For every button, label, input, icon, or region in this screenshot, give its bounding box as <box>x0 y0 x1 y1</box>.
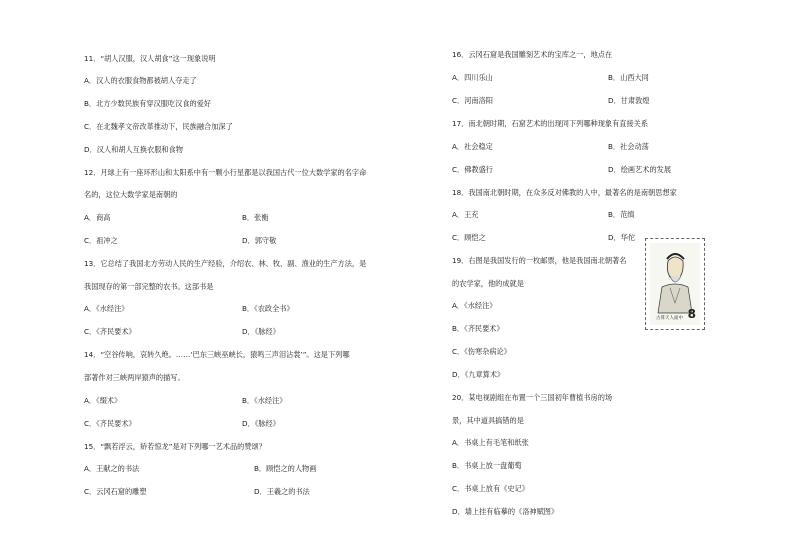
q20-stem-line1: 20．某电视剧组在布置一个三国初年曹植书房的场 <box>452 393 613 402</box>
q18-option-c: C．顾恺之 <box>452 233 486 242</box>
q18-option-b: B．范缜 <box>608 210 635 219</box>
q19-option-d: D．《九章算术》 <box>452 370 505 379</box>
q12-option-b: B．张衡 <box>242 213 269 222</box>
q20-option-a: A．书桌上有毛笔和纸张 <box>452 438 529 447</box>
q15-option-c: C．云冈石窟的雕塑 <box>84 487 147 496</box>
q15-option-a: A．王献之的书法 <box>84 464 140 473</box>
q18-stem: 18．我国南北朝时期，在众多反对佛教的人中，最著名的是南朝思想家 <box>452 188 677 197</box>
q11-option-c: C．在北魏孝文帝改革推动下，民族融合加深了 <box>84 122 233 131</box>
q13-option-d: D．《脉经》 <box>242 327 280 336</box>
q15-option-d: D．王羲之的书法 <box>254 487 310 496</box>
q11-option-a: A．汉人的衣服食物都被胡人夺走了 <box>84 76 197 85</box>
q17-option-c: C．佛教盛行 <box>452 165 493 174</box>
q14-option-a: A．《缀术》 <box>84 396 122 405</box>
q17-option-b: B．社会动荡 <box>608 142 649 151</box>
q14-stem-line1: 14．“空谷传响，哀转久绝。……‘巴东三峡巫峡长，猿鸣三声泪沾裳’”。这是下列哪 <box>84 350 350 359</box>
q16-stem: 16．云冈石窟是我国雕刻艺术的宝库之一，地点在 <box>452 50 613 59</box>
stamp-caption: 古算天人面中 <box>656 316 683 321</box>
q14-option-c: C．《齐民要术》 <box>84 419 136 428</box>
left-column <box>84 0 444 543</box>
q14-option-b: B．《水经注》 <box>242 396 287 405</box>
q12-option-d: D．郭守敬 <box>242 236 277 245</box>
q13-option-a: A．《水经注》 <box>84 304 129 313</box>
q19-option-b: B．《齐民要术》 <box>452 324 504 333</box>
q15-stem: 15．“飘若浮云，矫若惊龙”是对下列哪一艺术品的赞颂？ <box>84 442 266 451</box>
q13-stem-line1: 13．它总结了我国北方劳动人民的生产经验，介绍农、林、牧、副、渔业的生产方法，是 <box>84 259 367 268</box>
q18-option-a: A．王充 <box>452 210 479 219</box>
stamp-image <box>645 238 705 330</box>
q17-stem: 17．南北朝时期，石窟艺术的出现同下列哪种现象有直接关系 <box>452 119 649 128</box>
q19-stem-line2: 的农学家，他的成就是 <box>452 279 524 288</box>
q16-option-a: A．四川乐山 <box>452 73 493 82</box>
q12-option-a: A．商高 <box>84 213 111 222</box>
q20-option-c: C．书桌上放有《史记》 <box>452 484 529 493</box>
q11-stem: 11．“胡人汉服，汉人胡食”这一现象说明 <box>84 54 216 63</box>
q16-option-c: C．河南洛阳 <box>452 96 493 105</box>
q12-stem-line2: 名的，这位大数学家是南朝的 <box>84 190 178 199</box>
q19-option-c: C．《伤寒杂病论》 <box>452 347 511 356</box>
q13-option-c: C．《齐民要术》 <box>84 327 136 336</box>
q13-option-b: B．《农政全书》 <box>242 304 294 313</box>
q19-stem-line1: 19．右图是我国发行的一枚邮票，他是我国南北朝著名 <box>452 256 627 265</box>
q11-option-d: D．汉人和胡人互换衣服和食物 <box>84 145 183 154</box>
q20-option-d: D．墙上挂有临摹的《洛神赋图》 <box>452 507 559 516</box>
right-column <box>452 0 794 543</box>
q12-stem-line1: 12．月球上有一座环形山和太阳系中有一颗小行星都是以我国古代一位大数学家的名字命 <box>84 168 367 177</box>
q18-option-d: D．华佗 <box>608 233 636 242</box>
stamp-portrait <box>650 243 700 325</box>
q11-option-b: B．北方少数民族有穿汉服吃汉食的爱好 <box>84 99 212 108</box>
q20-stem-line2: 景，其中道具搞错的是 <box>452 416 524 425</box>
q13-stem-line2: 我国现存的第一部完整的农书。这部书是 <box>84 282 214 291</box>
q15-option-b: B．顾恺之的人物画 <box>254 464 317 473</box>
q16-option-d: D．甘肃敦煌 <box>608 96 650 105</box>
q14-stem-line2: 部著作对三峡两岸猿声的描写。 <box>84 373 185 382</box>
q14-option-d: D．《脉经》 <box>242 419 280 428</box>
q16-option-b: B．山西大同 <box>608 73 649 82</box>
q19-option-a: A．《水经注》 <box>452 301 497 310</box>
q17-option-a: A．社会稳定 <box>452 142 493 151</box>
q17-option-d: D．绘画艺术的发展 <box>608 165 672 174</box>
q12-option-c: C．祖冲之 <box>84 236 118 245</box>
q20-option-b: B．书桌上放一盘葡萄 <box>452 461 522 470</box>
stamp-value: 8 <box>687 307 696 321</box>
